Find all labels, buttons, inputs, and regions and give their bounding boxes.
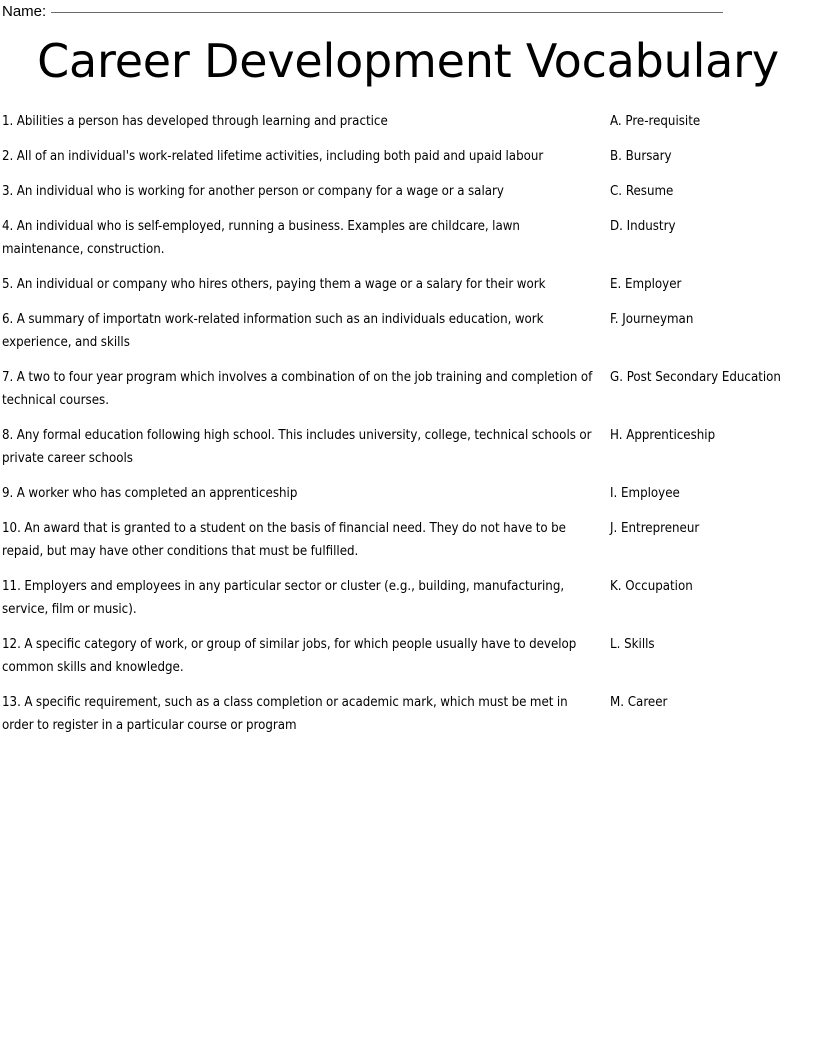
term-option[interactable]: M. Career	[610, 695, 668, 710]
term-option[interactable]: L. Skills	[610, 637, 655, 652]
definition-text: 1. Abilities a person has developed through learning and practice	[2, 114, 388, 129]
matching-row	[2, 273, 816, 296]
definition-text: 2. All of an individual's work-related lifetime activities, including both paid and upaid labour	[2, 149, 544, 164]
term-option[interactable]: I. Employee	[610, 486, 680, 501]
term-option[interactable]: D. Industry	[610, 219, 676, 234]
definition-text: 9. A worker who has completed an apprenticeship	[2, 486, 298, 501]
definition-text: 3. An individual who is working for another person or company for a wage or a salary	[2, 184, 504, 199]
term-option[interactable]: F. Journeyman	[610, 312, 694, 327]
definition-text: 7. A two to four year program which involves a combination of on the job training and completion of technical courses.	[2, 370, 593, 408]
definition-text: 8. Any formal education following high school. This includes university, college, technical schools or private career schools	[2, 428, 592, 466]
name-field-row	[2, 0, 814, 22]
name-input-line[interactable]	[51, 12, 723, 13]
term-option[interactable]: J. Entrepreneur	[610, 521, 700, 536]
term-option[interactable]: G. Post Secondary Education	[610, 370, 781, 385]
term-option[interactable]: E. Employer	[610, 277, 682, 292]
matching-row	[2, 215, 816, 261]
definition-text: 11. Employers and employees in any particular sector or cluster (e.g., building, manufacturing, service, film or music).	[2, 579, 565, 617]
matching-row	[2, 482, 816, 505]
matching-row	[2, 575, 816, 621]
page-title: Career Development Vocabulary	[37, 34, 779, 88]
term-option[interactable]: K. Occupation	[610, 579, 693, 594]
term-option[interactable]: A. Pre-requisite	[610, 114, 701, 129]
term-option[interactable]: H. Apprenticeship	[610, 428, 716, 443]
matching-row	[2, 110, 816, 133]
name-label: Name:	[2, 3, 47, 20]
definition-text: 6. A summary of importatn work-related information such as an individuals education, work experience, and skills	[2, 312, 544, 350]
matching-row	[2, 308, 816, 354]
matching-row	[2, 691, 816, 737]
matching-row	[2, 366, 816, 412]
matching-row	[2, 633, 816, 679]
definition-text: 5. An individual or company who hires others, paying them a wage or a salary for their work	[2, 277, 546, 292]
matching-row	[2, 424, 816, 470]
definition-text: 4. An individual who is self-employed, running a business. Examples are childcare, lawn maintenance, construction.	[2, 219, 520, 257]
matching-row	[2, 517, 816, 563]
matching-row	[2, 180, 816, 203]
term-option[interactable]: B. Bursary	[610, 149, 672, 164]
term-option[interactable]: C. Resume	[610, 184, 674, 199]
definition-text: 10. An award that is granted to a student on the basis of financial need. They do not have to be repaid, but may have other conditions that must be fulfilled.	[2, 521, 566, 559]
definition-text: 13. A specific requirement, such as a class completion or academic mark, which must be met in order to register in a particular course or program	[2, 695, 568, 733]
matching-exercise	[2, 110, 816, 749]
matching-row	[2, 145, 816, 168]
definition-text: 12. A specific category of work, or group of similar jobs, for which people usually have to develop common skills and knowledge.	[2, 637, 577, 675]
